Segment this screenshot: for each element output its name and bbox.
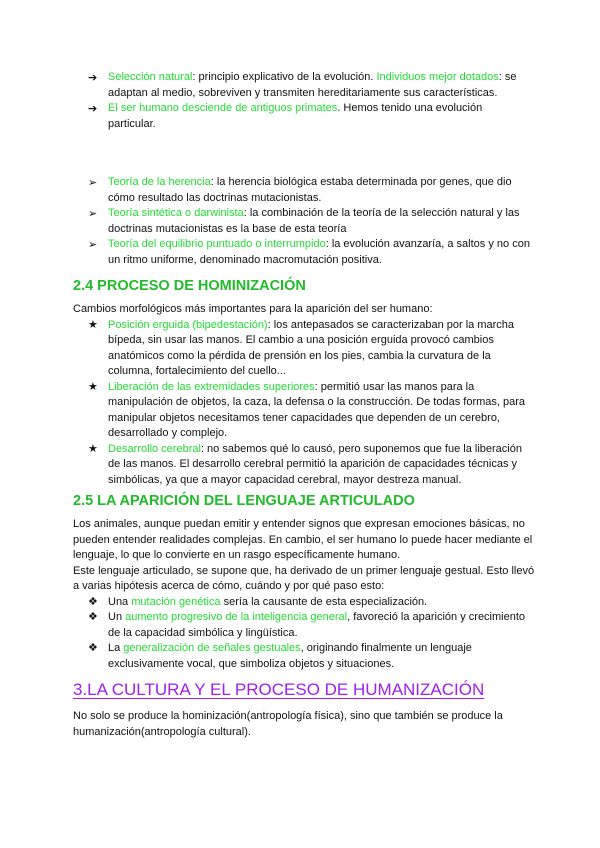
arrowhead-bullet-icon: ➢ bbox=[88, 238, 98, 251]
paragraph: Los animales, aunque puedan emitir y entender signos que expresan emociones básicas, no pueden entender realidades complejas. En cambio, el ser humano lo puede hacer mediante el lenguaje, lo que lo convierte en un rasgo específicamente humano. bbox=[73, 518, 533, 561]
item-text: , originando finalmente un lenguaje exclusivamente vocal, que simboliza objetos y situaciones. bbox=[108, 642, 472, 670]
item-text: La bbox=[108, 642, 124, 654]
term-highlight: mutación genética bbox=[131, 595, 221, 608]
term-highlight: Liberación de las extremidades superiores bbox=[108, 380, 315, 393]
item-text: : no sabemos qué lo causó, pero suponemos que fue la liberación de las manos. El desarrollo cerebral permitió la aparición de capacidades técnicas y simbólicas, ya que a mayor capacidad cerebral, mayor destreza manual. bbox=[108, 442, 522, 486]
item-text: : principio explicativo de la evolución. bbox=[192, 71, 377, 83]
item-text: : la herencia biológica estaba determinada por genes, que dio cómo resultado las doctrinas mutacionistas. bbox=[108, 176, 512, 204]
term-highlight: Teoría sintética o darwinista bbox=[108, 207, 244, 219]
arrowhead-bullet-icon: ➢ bbox=[88, 176, 98, 189]
list-item bbox=[0, 610, 600, 641]
term-highlight: Posición erguida (bipedestación) bbox=[108, 318, 268, 331]
term-highlight: Desarrollo cerebral bbox=[108, 442, 201, 455]
list-item bbox=[0, 206, 600, 237]
theories-list bbox=[0, 175, 600, 268]
arrowhead-bullet-icon: ➢ bbox=[88, 207, 98, 220]
arrow-bullet-icon: ➔ bbox=[88, 71, 98, 84]
item-text: , favoreció la aparición y crecimiento de la capacidad simbólica y lingüística. bbox=[108, 611, 526, 639]
list-item bbox=[0, 641, 600, 672]
term-highlight: aumento progresivo de la inteligencia general bbox=[125, 611, 348, 623]
arrow-bullet-icon: ➔ bbox=[88, 102, 98, 115]
section-heading: 2.4 PROCESO DE HOMINIZACIÓN bbox=[73, 278, 306, 294]
section-25-body bbox=[0, 517, 600, 672]
section-heading: 2.5 LA APARICIÓN DEL LENGUAJE ARTICULADO bbox=[73, 493, 415, 509]
item-text: : la evolución avanzaría, a saltos y no con un ritmo uniforme, denominado macromutación positiva. bbox=[108, 238, 530, 266]
diamond-bullet-icon: ❖ bbox=[88, 611, 98, 623]
section-intro: Cambios morfológicos más importantes para la aparición del ser humano: bbox=[73, 303, 433, 315]
list-item bbox=[0, 380, 600, 442]
item-text: Un bbox=[108, 611, 126, 623]
evolution-list bbox=[0, 70, 600, 132]
list-item bbox=[0, 442, 600, 489]
term-highlight: Selección natural bbox=[108, 71, 193, 83]
item-text: : permitió usar las manos para la manipulación de objetos, la caza, la defensa o la construcción. De todas formas, para manipular objetos necesitamos tener capacidades que dependen de un cerebro, desarrollado y complejo. bbox=[108, 380, 526, 439]
list-item bbox=[0, 595, 600, 611]
item-text: Una bbox=[108, 595, 132, 608]
diamond-bullet-icon: ❖ bbox=[88, 595, 98, 608]
star-bullet-icon: ★ bbox=[88, 318, 98, 331]
star-bullet-icon: ★ bbox=[88, 380, 98, 393]
item-text: : los antepasados se caracterizaban por la marcha bípeda, sin usar las manos. El cambio a una posición erguida provocó cambios anatómicos como la pérdida de prensión en los pies, cambia la curvatura de la columna, fortalecimiento del cuello... bbox=[108, 318, 515, 377]
term-highlight: Individuos mejor dotados bbox=[376, 71, 499, 83]
chapter-heading: 3.LA CULTURA Y EL PROCESO DE HUMANIZACIÓN bbox=[73, 680, 485, 699]
paragraph: No solo se produce la hominización(antropología física), sino que también se produce la humanización(antropología cultural). bbox=[73, 710, 503, 738]
list-item bbox=[0, 237, 600, 268]
term-highlight: Teoría de la herencia bbox=[108, 176, 211, 188]
term-highlight: El ser humano desciende de antiguos primates bbox=[108, 102, 338, 114]
list-item bbox=[0, 175, 600, 206]
paragraph: Este lenguaje articulado, se supone que, ha derivado de un primer lenguaje gestual. Esto llevó a varias hipótesis acerca de cómo, cuándo y por qué paso esto: bbox=[73, 564, 535, 592]
term-highlight: generalización de señales gestuales bbox=[123, 642, 301, 654]
section-3-body bbox=[0, 709, 600, 740]
term-highlight: Teoría del equilibrio puntuado o interrumpido bbox=[108, 238, 326, 250]
section-24-body bbox=[0, 302, 600, 488]
list-item bbox=[0, 318, 600, 380]
item-text: . Hemos tenido una evolución particular. bbox=[108, 102, 483, 130]
item-text: : se adaptan al medio, sobreviven y transmiten hereditariamente sus características. bbox=[108, 71, 517, 99]
item-text: sería la causante de esta especialización. bbox=[220, 595, 428, 608]
star-bullet-icon: ★ bbox=[88, 442, 98, 455]
list-item bbox=[0, 101, 600, 132]
diamond-bullet-icon: ❖ bbox=[88, 642, 98, 654]
list-item bbox=[0, 70, 600, 101]
item-text: : la combinación de la teoría de la selección natural y las doctrinas mutacionistas es la base de esta teoría bbox=[108, 207, 520, 235]
